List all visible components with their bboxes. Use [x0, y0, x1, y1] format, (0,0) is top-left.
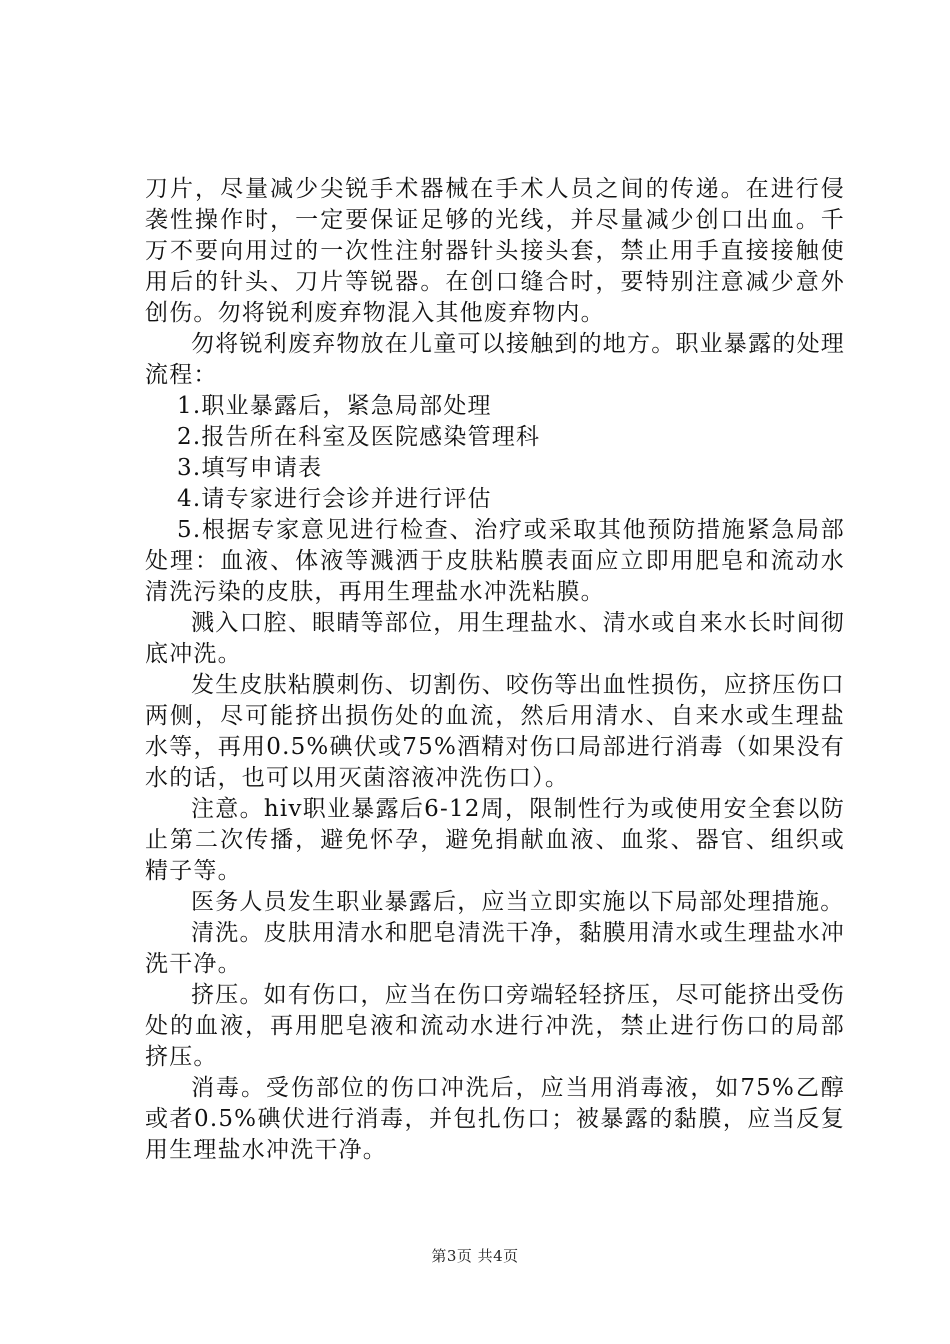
list-item: 4.请专家进行会诊并进行评估 — [177, 486, 492, 512]
page-number-footer: 第3页 共4页 — [431, 1247, 519, 1265]
list-item: 3.填写申请表 — [177, 455, 323, 481]
list-item: 2.报告所在科室及医院感染管理科 — [177, 424, 541, 450]
paragraph: 消毒。受伤部位的伤口冲洗后，应当用消毒液，如75%乙醇或者0.5%碘伏进行消毒，并包扎伤口；被暴露的黏膜，应当反复用生理盐水冲洗干净。 — [145, 1075, 845, 1163]
paragraph: 挤压。如有伤口，应当在伤口旁端轻轻挤压，尽可能挤出受伤处的血液，再用肥皂液和流动水进行冲洗，禁止进行伤口的局部挤压。 — [145, 982, 845, 1070]
paragraph: 清洗。皮肤用清水和肥皂清洗干净，黏膜用清水或生理盐水冲洗干净。 — [145, 920, 845, 977]
paragraph: 刀片，尽量减少尖锐手术器械在手术人员之间的传递。在进行侵袭性操作时，一定要保证足够的光线，并尽量减少创口出血。千万不要向用过的一次性注射器针头接头套，禁止用手直接接触使用后的针头、刀片等锐器。在创口缝合时，要特别注意减少意外创伤。勿将锐利废弃物混入其他废弃物内。 — [145, 176, 845, 326]
paragraph: 发生皮肤粘膜刺伤、切割伤、咬伤等出血性损伤，应挤压伤口两侧，尽可能挤出损伤处的血流，然后用清水、自来水或生理盐水等，再用0.5%碘伏或75%酒精对伤口局部进行消毒（如果没有水的话，也可以用灭菌溶液冲洗伤口）。 — [145, 672, 845, 791]
document-body — [145, 174, 845, 1166]
paragraph: 医务人员发生职业暴露后，应当立即实施以下局部处理措施。 — [191, 889, 845, 915]
paragraph: 勿将锐利废弃物放在儿童可以接触到的地方。职业暴露的处理流程： — [145, 331, 845, 388]
paragraph: 注意。hiv职业暴露后6-12周，限制性行为或使用安全套以防止第二次传播，避免怀孕，避免捐献血液、血浆、器官、组织或精子等。 — [145, 796, 845, 884]
list-item: 1.职业暴露后，紧急局部处理 — [177, 393, 492, 419]
list-item: 5.根据专家意见进行检查、治疗或采取其他预防措施紧急局部处理：血液、体液等溅洒于皮肤粘膜表面应立即用肥皂和流动水清洗污染的皮肤，再用生理盐水冲洗粘膜。 — [145, 517, 845, 605]
paragraph: 溅入口腔、眼睛等部位，用生理盐水、清水或自来水长时间彻底冲洗。 — [145, 610, 845, 667]
